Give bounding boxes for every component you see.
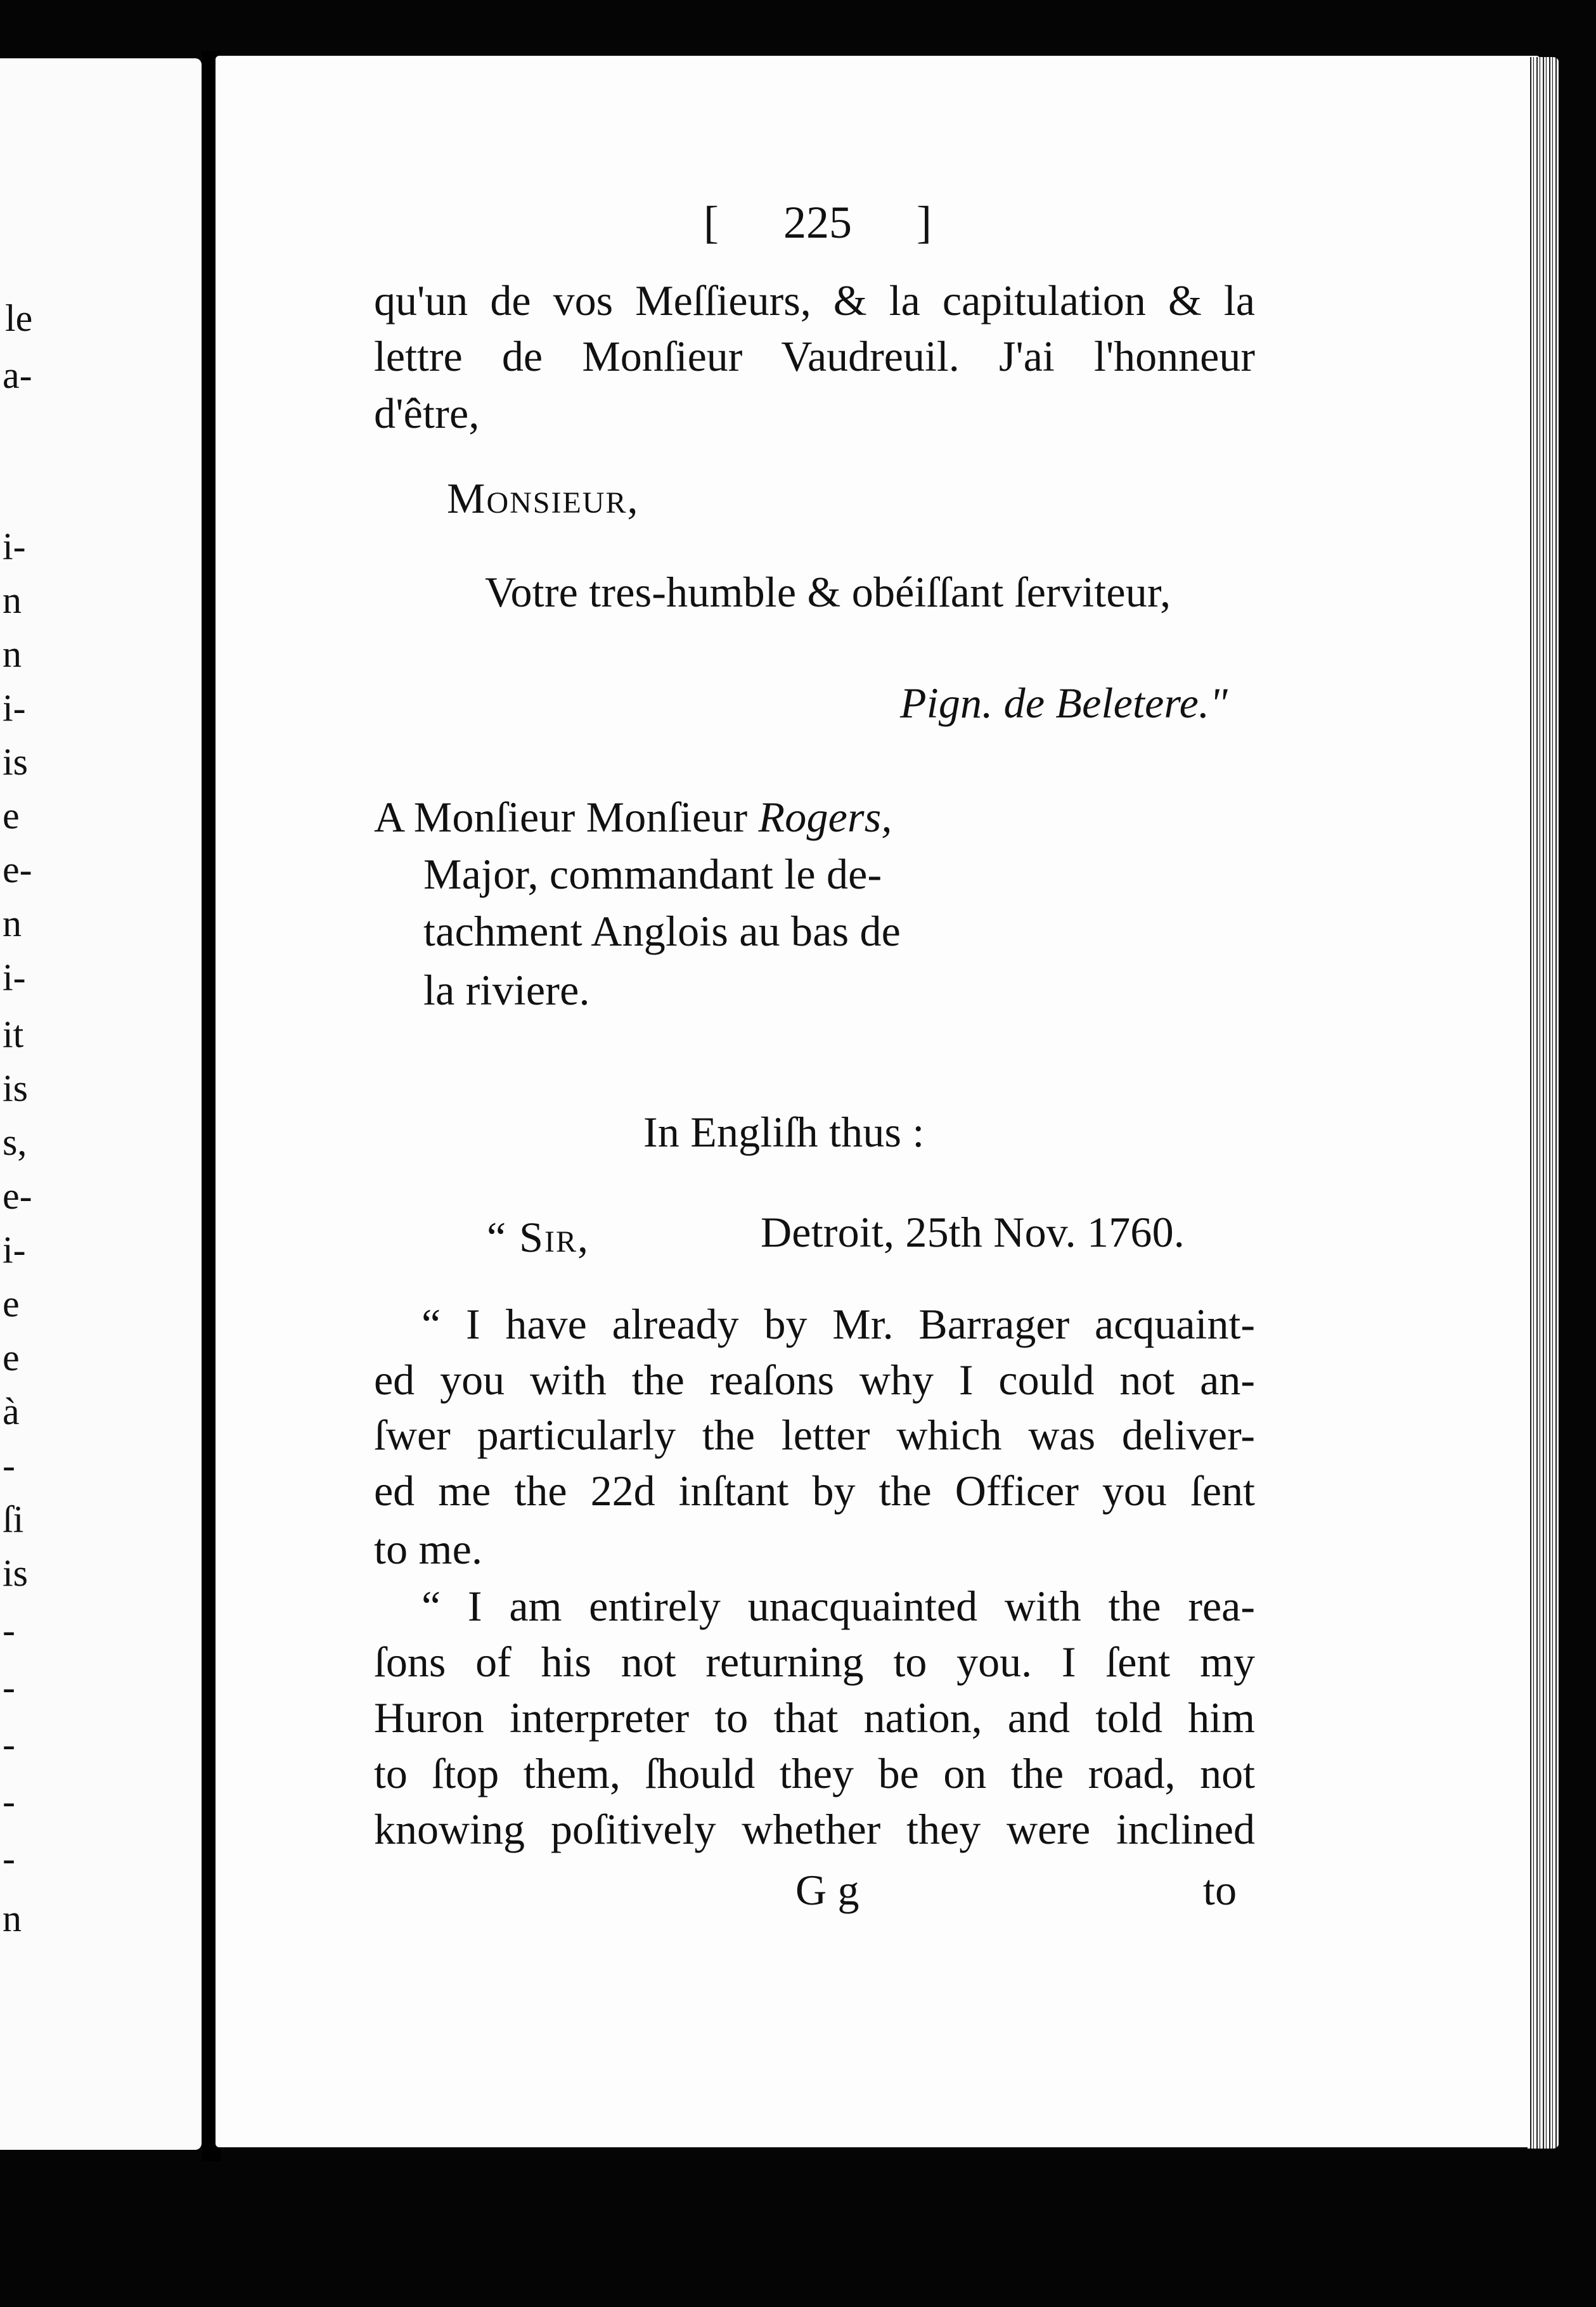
left-fragment: à xyxy=(3,1391,20,1432)
paragraph1-line-4: ed me the 22d inſtant by the Officer you ſent xyxy=(374,1467,1255,1515)
paragraph2-line-5: knowing poſitively whether they were inclined xyxy=(374,1805,1255,1853)
english-heading: In Engliſh thus : xyxy=(643,1108,925,1156)
left-fragment: e xyxy=(3,795,20,837)
left-fragment: n xyxy=(3,579,22,621)
place-date: Detroit, 25th Nov. 1760. xyxy=(761,1208,1185,1256)
left-fragment: e- xyxy=(3,849,32,890)
paragraph2-line-2: ſons of his not returning to you. I ſent my xyxy=(374,1638,1255,1686)
left-fragment: is xyxy=(3,1067,29,1109)
address-prefix: A Monſieur Monſieur xyxy=(374,793,759,841)
left-fragment: i- xyxy=(3,1229,26,1271)
left-fragment: e- xyxy=(3,1175,32,1217)
left-fragment: n xyxy=(3,633,22,675)
left-fragment: a- xyxy=(3,354,32,396)
french-line-1: qu'un de vos Meſſieurs, & la capitulation & la xyxy=(374,276,1255,325)
left-fragment: i- xyxy=(3,525,26,567)
left-fragment: i- xyxy=(3,687,26,729)
page-edge-stack xyxy=(1528,57,1559,2149)
left-fragment: i- xyxy=(3,956,26,998)
left-fragment: - xyxy=(3,1609,15,1651)
left-fragment: - xyxy=(3,1780,15,1822)
paragraph1-line-5: to me. xyxy=(374,1525,483,1573)
left-fragment: it xyxy=(3,1013,24,1055)
address-line-4: la riviere. xyxy=(423,966,590,1014)
left-fragment: is xyxy=(3,1552,29,1594)
left-fragment: - xyxy=(3,1837,15,1879)
paragraph1-line-2: ed you with the reaſons why I could not an- xyxy=(374,1356,1255,1404)
paragraph1-line-1: “ I have already by Mr. Barrager acquaint- xyxy=(422,1300,1255,1348)
english-salutation: “ Sir, xyxy=(487,1213,589,1261)
left-fragment: e xyxy=(3,1337,20,1378)
paragraph2-line-1: “ I am entirely unacquainted with the rea- xyxy=(422,1582,1255,1630)
paragraph1-line-3: ſwer particularly the letter which was deliver- xyxy=(374,1411,1255,1459)
french-line-2: lettre de Monſieur Vaudreuil. J'ai l'honneur xyxy=(374,332,1255,380)
left-fragment: n xyxy=(3,1898,22,1939)
left-fragment: - xyxy=(3,1444,15,1486)
french-line-3: d'être, xyxy=(374,389,480,437)
left-fragment: is xyxy=(3,741,29,783)
address-line-2: Major, commandant le de- xyxy=(423,850,882,898)
left-fragment: n xyxy=(3,903,22,944)
left-fragment: le xyxy=(5,297,33,339)
left-page-text-fragments xyxy=(0,58,202,2150)
page-number: 225 xyxy=(783,197,852,248)
address-name: Rogers, xyxy=(758,793,892,841)
address-line-1 xyxy=(374,795,892,839)
address-line-3: tachment Anglois au bas de xyxy=(423,907,901,955)
paragraph2-line-4: to ſtop them, ſhould they be on the road, not xyxy=(374,1749,1255,1797)
page-header xyxy=(704,196,932,249)
left-fragment: - xyxy=(3,1666,15,1708)
left-fragment: ſi xyxy=(3,1498,24,1540)
left-fragment: s, xyxy=(3,1121,27,1163)
paragraph2-line-3: Huron interpreter to that nation, and told him xyxy=(374,1693,1255,1742)
closing-formula: Votre tres-humble & obéiſſant ſerviteur, xyxy=(485,568,1171,616)
header-open-bracket: [ xyxy=(704,197,719,248)
left-facing-page xyxy=(0,58,202,2150)
signature: Pign. de Beletere." xyxy=(900,679,1228,727)
header-close-bracket: ] xyxy=(917,197,932,248)
left-fragment: e xyxy=(3,1283,20,1325)
signature-mark: G g xyxy=(795,1866,859,1914)
salutation-monsieur: Monsieur, xyxy=(447,474,640,522)
left-fragment: - xyxy=(3,1723,15,1765)
catchword: to xyxy=(1203,1866,1237,1914)
